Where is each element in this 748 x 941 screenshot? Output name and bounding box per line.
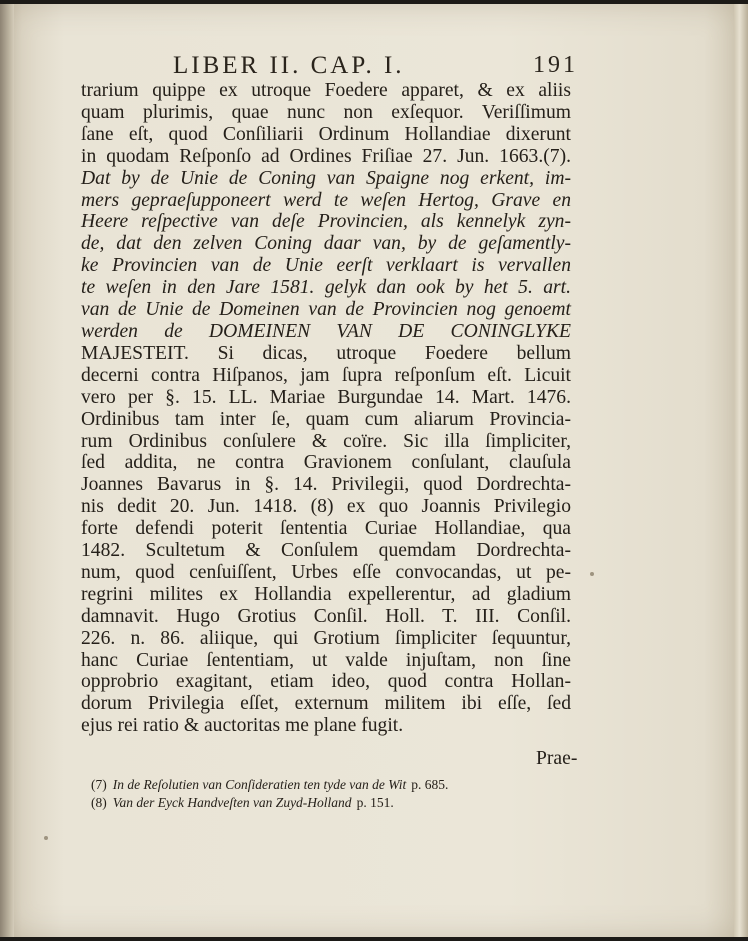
text-line: quam plurimis, quae nunc non exſequor. Veriſſimum: [81, 101, 571, 123]
text-line: trarium quippe ex utroque Foedere apparet, & ex aliis: [81, 80, 571, 101]
text-line: Dat by de Unie de Coning van Spaigne nog erkent, im-: [81, 167, 571, 189]
footnote-number: (7): [91, 777, 107, 792]
text-line: Joannes Bavarus in §. 14. Privilegii, quod Dordrechta-: [81, 474, 571, 496]
text-line: damnavit. Hugo Grotius Conſil. Holl. T. III. Conſil.: [81, 605, 571, 627]
text-line: opprobrio exagitant, etiam ideo, quod contra Hollan-: [81, 671, 571, 693]
text-line: werden de DOMEINEN VAN DE CONINGLYKE: [81, 320, 571, 342]
text-line: vero per §. 15. LL. Mariae Burgundae 14. Mart. 1476.: [81, 386, 571, 408]
footnote-text: In de Reſolutien van Conſideratien ten tyde van de Wit: [112, 777, 407, 792]
text-line: nis dedit 20. Jun. 1418. (8) ex quo Joannis Privilegio: [81, 496, 571, 518]
running-head: LIBER II. CAP. I.: [173, 52, 405, 79]
paper-spot: [44, 836, 48, 840]
text-line: van de Unie de Domeinen van de Provincien nog genoemt: [81, 299, 571, 321]
footnote-number: (8): [91, 795, 107, 810]
text-line: MAJESTEIT. Si dicas, utroque Foedere bellum: [81, 342, 571, 364]
text-line: 1482. Scultetum & Conſulem quemdam Dordrechta-: [81, 540, 571, 562]
text-line: 226. n. 86. aliique, qui Grotium ſimpliciter ſequuntur,: [81, 627, 571, 649]
text-line: Ordinibus tam inter ſe, quam cum aliarum Provincia-: [81, 408, 571, 430]
text-line: Heere reſpective van deſe Provincien, als kennelyk zyn-: [81, 211, 571, 233]
footnote-page: p. 685.: [411, 777, 449, 792]
body-text: [81, 80, 571, 737]
footnote-text: Van der Eyck Handveſten van Zuyd-Holland: [112, 795, 352, 810]
text-line: mers gepraeſupponeert werd te weſen Hertog, Grave en: [81, 189, 571, 211]
footnote: [91, 776, 521, 794]
text-line: num, quod cenſuiſſent, Urbes eſſe convocandas, ut pe-: [81, 561, 571, 583]
text-line: dorum Privilegia eſſet, externum militem ibi eſſe, ſed: [81, 693, 571, 715]
text-line: ke Provincien van de Unie eerſt verklaart is vervallen: [81, 255, 571, 277]
text-line: regrini milites ex Hollandia expellerentur, ad gladium: [81, 583, 571, 605]
book-spine: [0, 4, 14, 937]
text-line: ejus rei ratio & auctoritas me plane fugit.: [81, 715, 404, 737]
text-line: ſane eſt, quod Conſiliarii Ordinum Hollandiae dixerunt: [81, 123, 571, 145]
footnote: [91, 794, 521, 812]
text-line: decerni contra Hiſpanos, jam ſupra reſponſum eſt. Licuit: [81, 364, 571, 386]
text-line: ſed addita, ne contra Gravionem conſulant, clauſula: [81, 452, 571, 474]
text-line: rum Ordinibus conſulere & coïre. Sic illa ſimpliciter,: [81, 430, 571, 452]
footnotes: [91, 776, 521, 812]
footnote-page: p. 151.: [356, 795, 394, 810]
text-line: de, dat den zelven Coning daar van, by de geſamently-: [81, 233, 571, 255]
text-line: forte defendi poterit ſententia Curiae Hollandiae, qua: [81, 518, 571, 540]
text-line: hanc Curiae ſententiam, ut valde injuſtam, non ſine: [81, 649, 571, 671]
text-line: in quodam Reſponſo ad Ordines Friſiae 27. Jun. 1663.(7).: [81, 145, 571, 167]
page-number: 191: [533, 52, 578, 78]
page-edge: [734, 4, 748, 937]
paper-spot: [590, 572, 594, 576]
text-line: te weſen in den Jare 1581. gelyk dan ook by het 5. art.: [81, 277, 571, 299]
catchword: Prae-: [536, 748, 578, 769]
